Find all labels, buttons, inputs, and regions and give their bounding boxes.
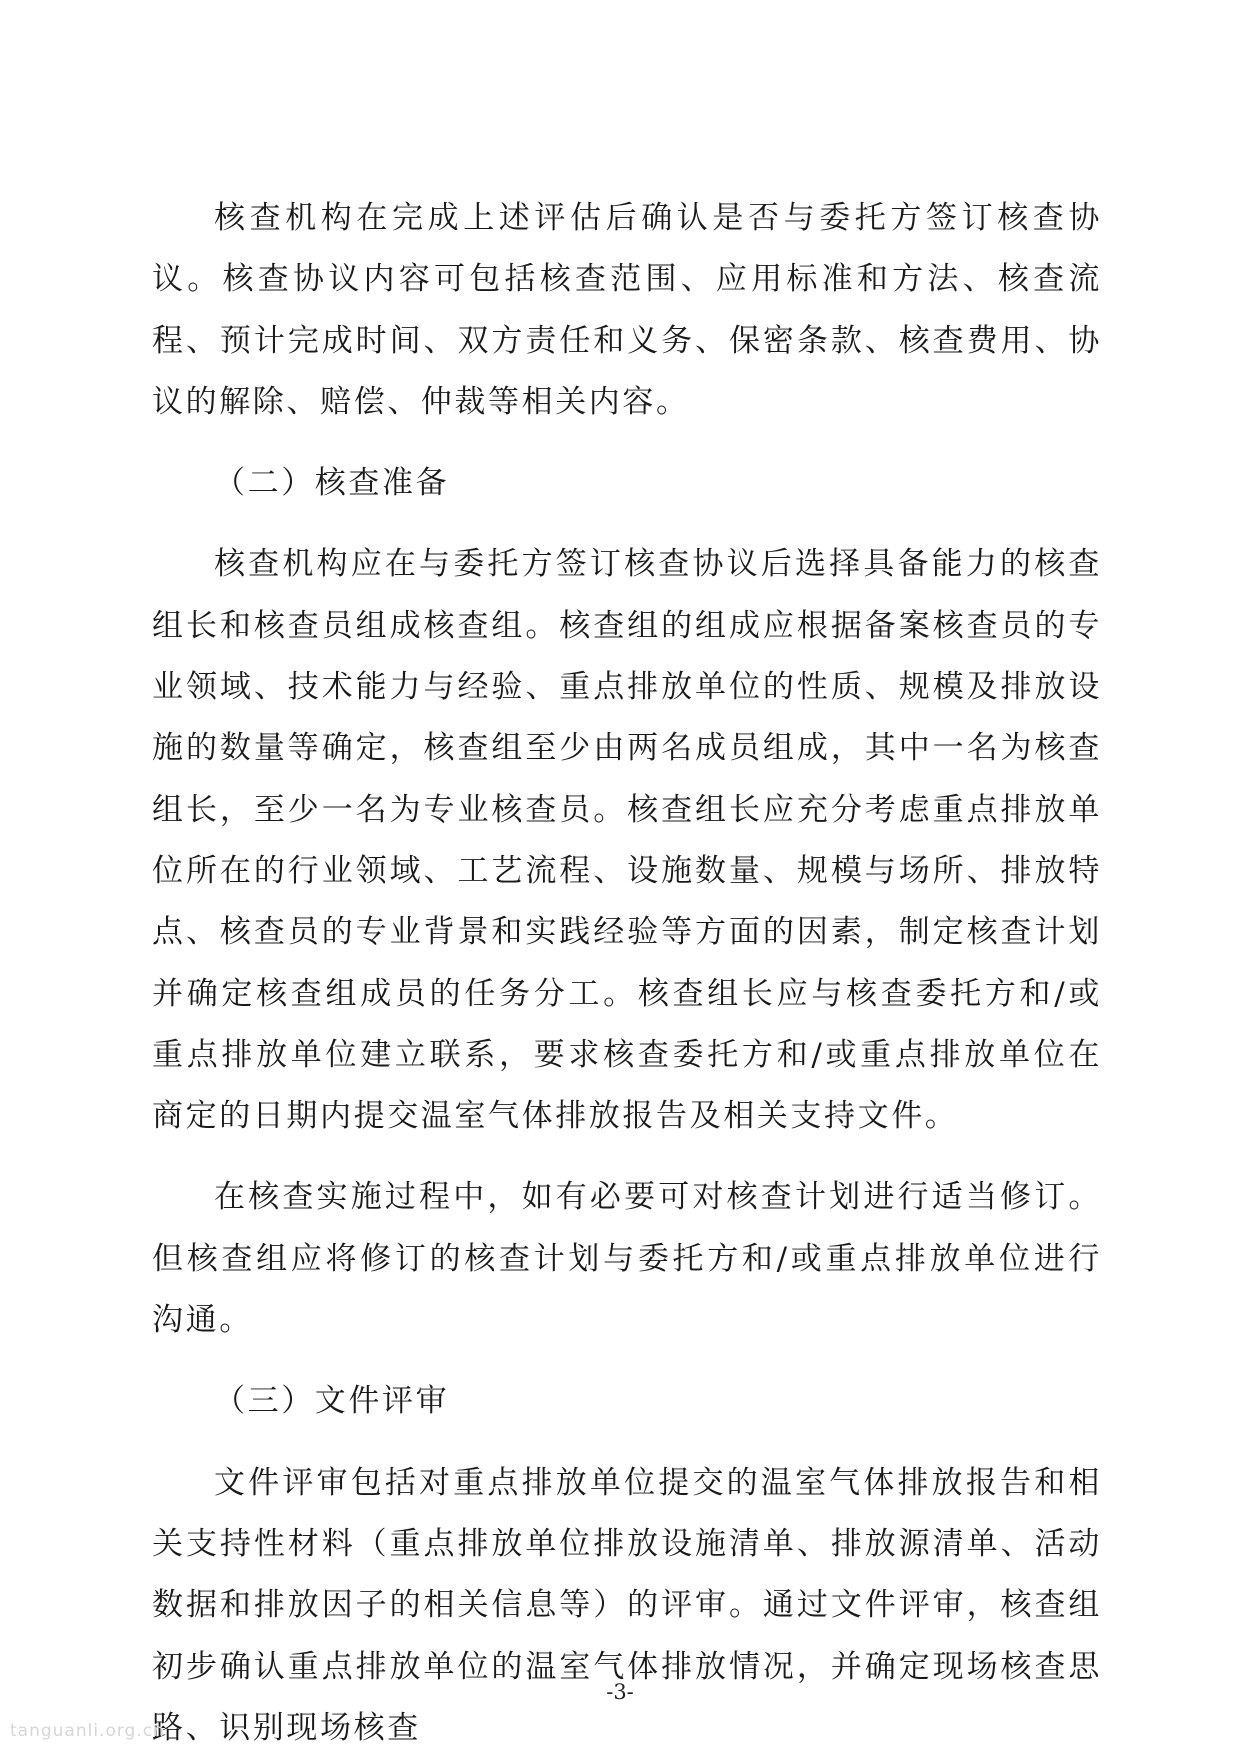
paragraph-plan-revision: 在核查实施过程中，如有必要可对核查计划进行适当修订。但核查组应将修订的核查计划与委托方和/或重点排放单位进行沟通。 — [152, 1179, 1102, 1339]
paragraph-verification-team: 核查机构应在与委托方签订核查协议后选择具备能力的核查组长和核查员组成核查组。核查组的组成应根据备案核查员的专业领域、技术能力与经验、重点排放单位的性质、规模及排放设施的数量等确定，核查组至少由两名成员组成，其中一名为核查组长，至少一名为专业核查员。核查组长应充分考虑重点排放单位所在的行业领域、工艺流程、设施数量、规模与场所、排放特点、核查员的专业背景和实践经验等方面的因素，制定核查计划并确定核查组成员的任务分工。核查组长应与核查委托方和/或重点排放单位建立联系，要求核查委托方和/或重点排放单位在商定的日期内提交温室气体排放报告及相关支持文件。 — [152, 546, 1102, 1135]
section-heading-document-review: （三）文件评审 — [214, 1383, 450, 1420]
document-body — [152, 188, 1102, 1759]
paragraph-document-review: 文件评审包括对重点排放单位提交的温室气体排放报告和相关支持性材料（重点排放单位排放设施清单、排放源清单、活动数据和排放因子的相关信息等）的评审。通过文件评审，核查组初步确认重点排放单位的温室气体排放情况，并确定现场核查思路、识别现场核查 — [152, 1464, 1102, 1746]
watermark: tanguanli.org.cn — [10, 1721, 165, 1741]
section-heading-preparation: （二）核查准备 — [214, 465, 450, 502]
paragraph-verification-agreement: 核查机构在完成上述评估后确认是否与委托方签订核查协议。核查协议内容可包括核查范围、应用标准和方法、核查流程、预计完成时间、双方责任和义务、保密条款、核查费用、协议的解除、赔偿、仲裁等相关内容。 — [152, 200, 1102, 420]
page-number: -3- — [606, 1680, 634, 1704]
